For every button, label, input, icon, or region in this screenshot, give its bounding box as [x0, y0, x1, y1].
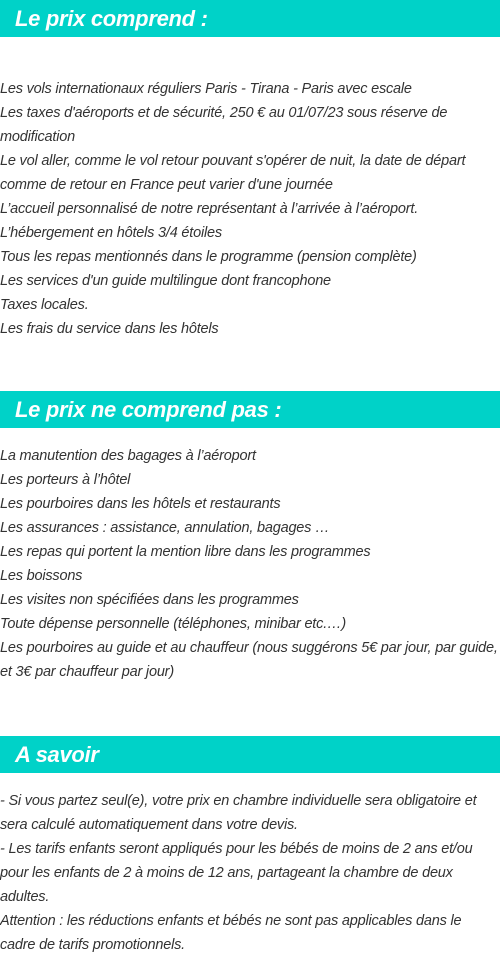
section-header-price-excludes: Le prix ne comprend pas : — [0, 391, 500, 428]
list-item: Les pourboires au guide et au chauffeur (nous suggérons 5€ par jour, par guide, et 3€ par chauffeur par jour) — [0, 640, 498, 680]
list-item: Les pourboires dans les hôtels et restaurants — [0, 496, 281, 512]
list-item: Les taxes d'aéroports et de sécurité, 250 € au 01/07/23 sous réserve de modification — [0, 105, 448, 145]
list-item: Les assurances : assistance, annulation, bagages … — [0, 520, 330, 536]
list-item: L’hébergement en hôtels 3/4 étoiles — [0, 225, 222, 241]
list-item: Le vol aller, comme le vol retour pouvant s'opérer de nuit, la date de départ comme de retour en France peut varier d'une journée — [0, 153, 466, 193]
list-item: - Les tarifs enfants seront appliqués pour les bébés de moins de 2 ans et/ou pour les enfants de 2 à moins de 12 ans, partageant la chambre de deux adultes. — [0, 841, 473, 905]
list-item: La manutention des bagages à l’aéroport — [0, 448, 256, 464]
list-item: Les services d'un guide multilingue dont francophone — [0, 273, 331, 289]
list-item: Les boissons — [0, 568, 83, 584]
good-to-know-list — [0, 789, 500, 957]
list-item: Les porteurs à l’hôtel — [0, 472, 131, 488]
price-excludes-list — [0, 444, 500, 684]
list-item: Les frais du service dans les hôtels — [0, 321, 219, 337]
list-item: Toute dépense personnelle (téléphones, minibar etc.…) — [0, 616, 346, 632]
list-item: Taxes locales. — [0, 297, 89, 313]
list-item: Les repas qui portent la mention libre dans les programmes — [0, 544, 371, 560]
section-header-good-to-know: A savoir — [0, 736, 500, 773]
list-item: L’accueil personnalisé de notre représentant à l’arrivée à l’aéroport. — [0, 201, 419, 217]
list-item: Les vols internationaux réguliers Paris - Tirana - Paris avec escale — [0, 81, 412, 97]
list-item: Les visites non spécifiées dans les programmes — [0, 592, 299, 608]
price-includes-list — [0, 77, 500, 341]
list-item: Tous les repas mentionnés dans le programme (pension complète) — [0, 249, 417, 265]
list-item: - Si vous partez seul(e), votre prix en chambre individuelle sera obligatoire et sera calculé automatiquement dans votre devis. — [0, 793, 477, 833]
list-item: Attention : les réductions enfants et bébés ne sont pas applicables dans le cadre de tarifs promotionnels. — [0, 913, 462, 953]
section-header-price-includes: Le prix comprend : — [0, 0, 500, 37]
